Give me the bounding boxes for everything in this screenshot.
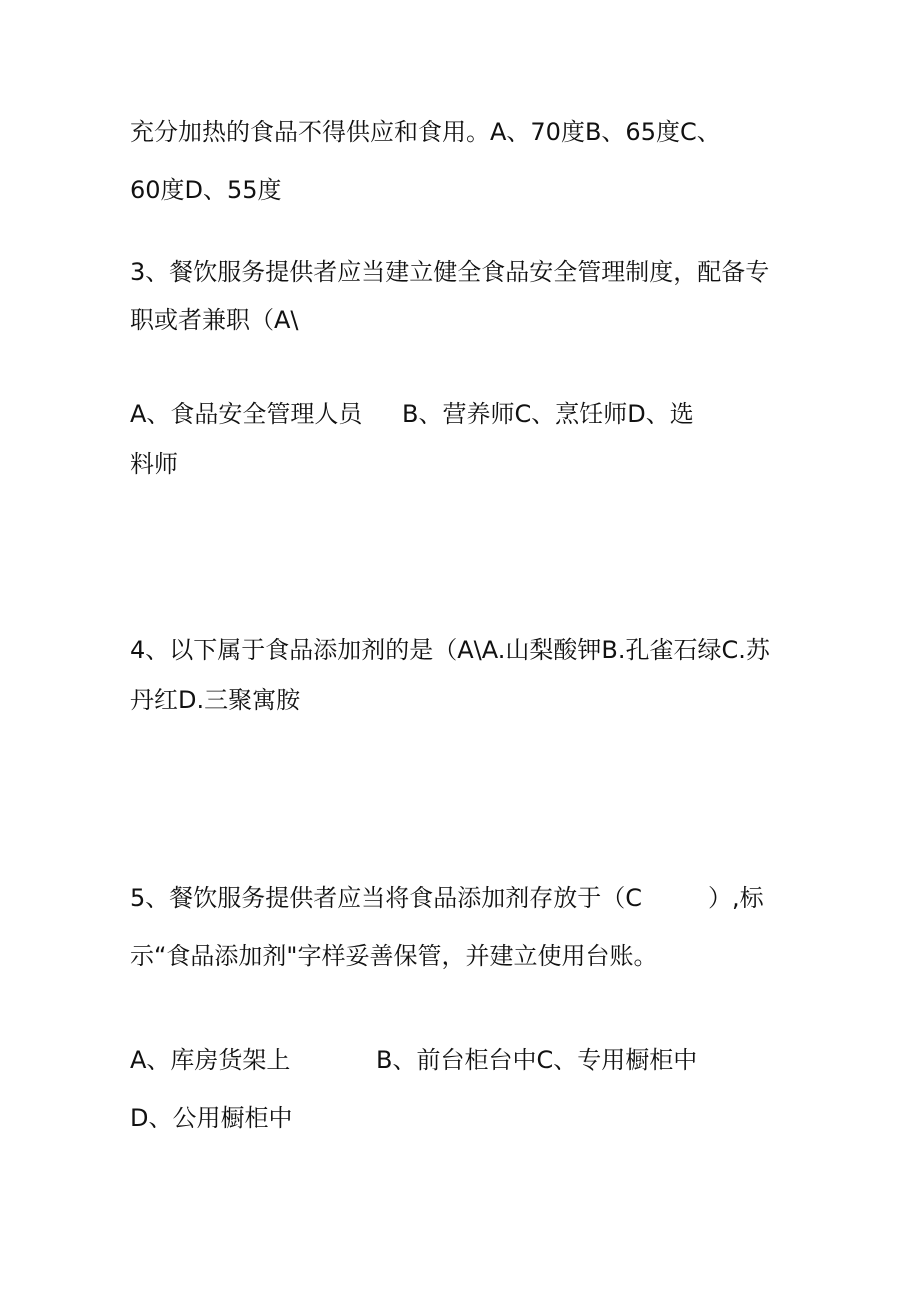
q5-option-a: A、库房货架上 [130,1046,291,1074]
q4-text-line-2: 丹红D.三聚寓胺 [130,686,301,714]
q3-text-line-1: 3、餐饮服务提供者应当建立健全食品安全管理制度，配备专 [130,258,770,286]
q4-text-line-1: 4、以下属于食品添加剂的是（A\A.山梨酸钾B.孔雀石绿C.苏 [130,636,770,664]
q3-text-line-2: 职或者兼职（A\ [130,306,299,334]
q5-text-line-1: 5、餐饮服务提供者应当将食品添加剂存放于（C [130,884,643,912]
q5-options-bc: B、前台柜台中C、专用橱柜中 [376,1046,698,1074]
q3-options-line-2: 料师 [130,450,178,478]
q3-options-bcd: B、营养师C、烹饪师D、选 [402,400,694,428]
q5-option-d: D、公用橱柜中 [130,1104,293,1132]
q2-text-line-2: 60度D、55度 [130,176,282,204]
q2-text-line-1: 充分加热的食品不得供应和食用。A、70度B、65度C、 [130,118,721,146]
q5-text-line-2: 示“食品添加剂"字样妥善保管，并建立使用台账。 [130,942,658,970]
q5-text-line-1-end: ）,标 [708,884,764,912]
q3-option-a: A、食品安全管理人员 [130,400,363,428]
